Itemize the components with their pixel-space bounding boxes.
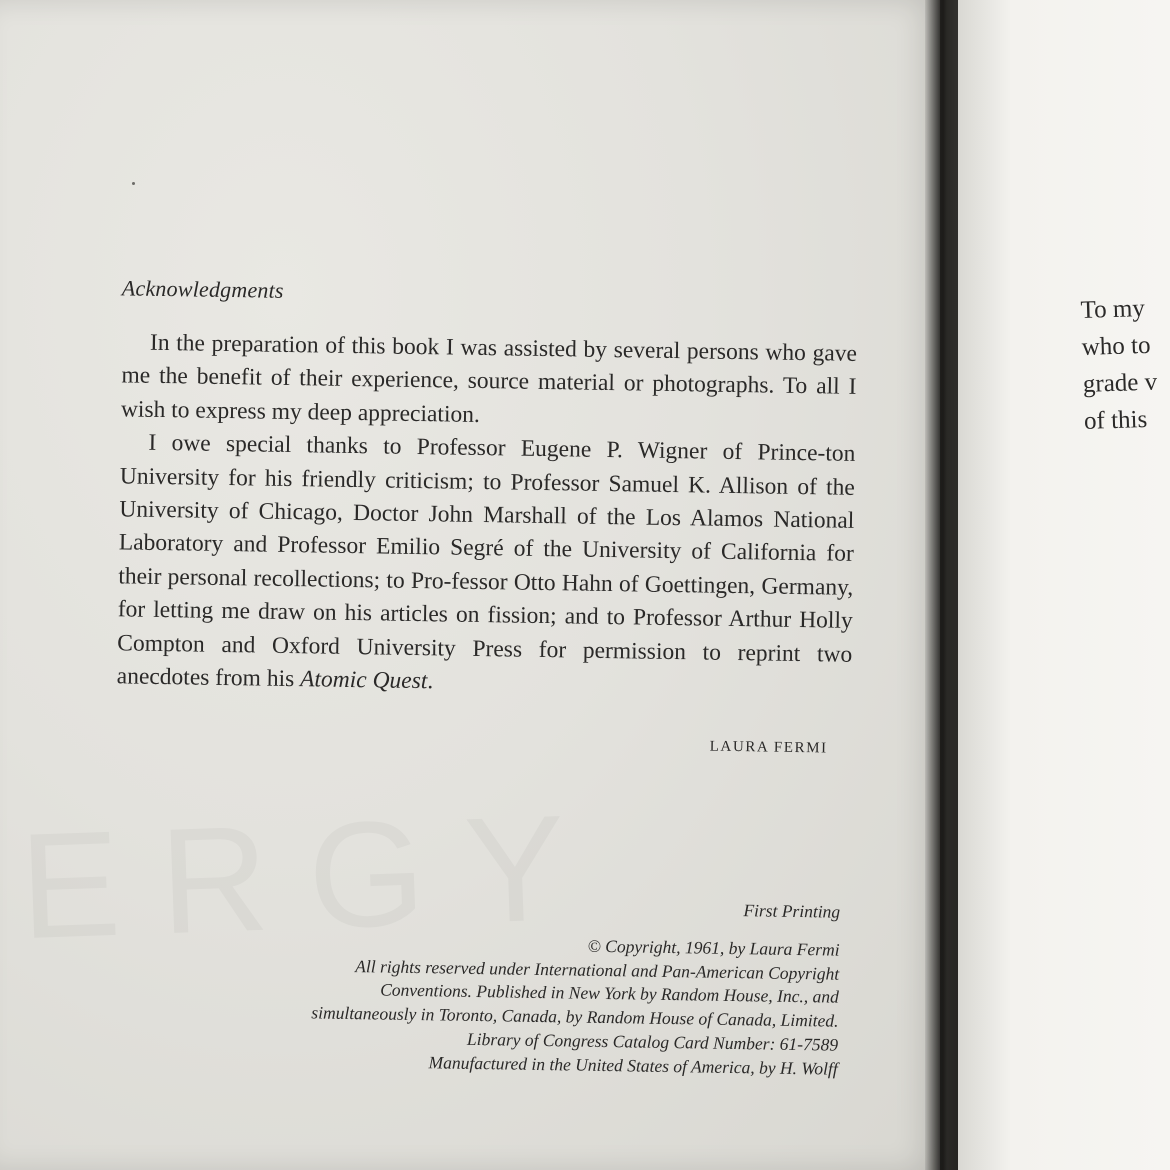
right-page bbox=[958, 0, 1170, 1170]
imprint-line: © Copyright, 1961, by Laura Fermi bbox=[587, 935, 840, 960]
paragraph-2-text: I owe special thanks to Professor Eugene P. Wigner of Prince-ton University for his friendly criticism; to Professor Samuel K. Allison of the University of Chicago, Doctor John Marshall of the Los Alamos National Laboratory and Professor Emilio Segré of the University of California for their personal recollections; to Pro-fessor Otto Hahn of Goettingen, Germany, for letting me draw on his articles on fission; and to Professor Arthur Holly Compton and Oxford University Press for permission to reprint two anecdotes from his bbox=[116, 429, 856, 693]
show-through-lettering: ERGY bbox=[17, 781, 608, 971]
author-signature: LAURA FERMI bbox=[709, 738, 828, 757]
right-line: grade v bbox=[1082, 368, 1158, 398]
final-period: . bbox=[427, 668, 434, 695]
imprint-line: All rights reserved under International and Pan-American Copyright bbox=[355, 955, 840, 984]
paragraph-1: In the preparation of this book I was assisted by several persons who gave me the benefit of their experience, source material or photographs. To all I wish to express my deep appreciation. bbox=[120, 329, 858, 428]
right-line: of this bbox=[1083, 405, 1148, 435]
imprint-line: Manufactured in the United States of America, by H. Wolff bbox=[428, 1052, 838, 1079]
imprint-line: simultaneously in Toronto, Canada, by Random House of Canada, Limited. bbox=[311, 1002, 839, 1031]
paragraph-2 bbox=[116, 427, 855, 706]
copyright-imprint bbox=[133, 890, 841, 1082]
book-title: Atomic Quest bbox=[299, 666, 428, 695]
first-printing: First Printing bbox=[743, 900, 841, 922]
page-heading: Acknowledgments bbox=[121, 275, 284, 303]
imprint-line: Conventions. Published in New York by Random House, Inc., and bbox=[380, 979, 839, 1008]
right-line: who to bbox=[1081, 331, 1151, 361]
right-line: To my bbox=[1080, 294, 1146, 324]
imprint-line: Library of Congress Catalog Card Number: 61-7589 bbox=[466, 1028, 839, 1055]
right-page-text bbox=[1080, 290, 1159, 440]
acknowledgments-body bbox=[116, 326, 857, 705]
